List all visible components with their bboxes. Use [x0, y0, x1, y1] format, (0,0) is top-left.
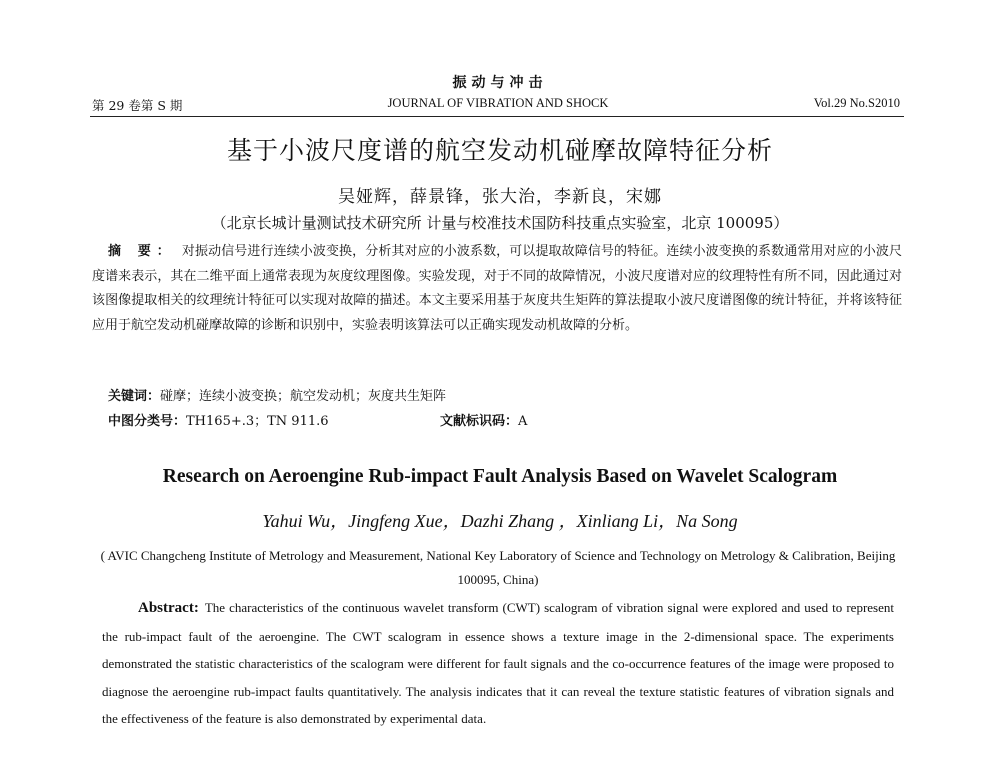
document-code-value: A	[518, 414, 528, 429]
authors-cn: 吴娅辉，薛景锋，张大治，李新良，宋娜	[338, 187, 662, 207]
abstract-en-label: Abstract:	[138, 600, 199, 616]
document-code	[440, 410, 527, 429]
document-code-label: 文献标识码：	[440, 414, 519, 429]
keywords-cn	[108, 385, 446, 404]
volume-en: Vol.29 No.S2010	[813, 96, 900, 110]
keywords-cn-text: 碰摩；连续小波变换；航空发动机；灰度共生矩阵	[160, 389, 447, 404]
authors-en: Yahui Wu，Jingfeng Xue，Dazhi Zhang ，Xinliang Li，Na Song	[262, 511, 738, 531]
journal-name-cn: 振动与冲击	[452, 75, 548, 91]
journal-name-en: JOURNAL OF VIBRATION AND SHOCK	[387, 96, 609, 110]
volume-cn: 第 29 卷第 S 期	[92, 98, 183, 113]
paper-title-en: Research on Aeroengine Rub-impact Fault Analysis Based on Wavelet Scalogram	[162, 466, 838, 487]
keywords-cn-label: 关键词：	[108, 389, 161, 404]
abstract-en	[102, 594, 894, 733]
abstract-cn-text: 对振动信号进行连续小波变换，分析其对应的小波系数，可以提取故障信号的特征。连续小波变换的系数通常用对应的小波尺度谱来表示，其在二维平面上通常表现为灰度纹理图像。实验发现，对于不同的故障情况，小波尺度谱对应的纹理特性有所不同，因此通过对该图像提取相关的纹理统计特征可以实现对故障的描述。本文主要采用基于灰度共生矩阵的算法提取小波尺度谱图像的统计特征，并将该特征应用于航空发动机碰摩故障的诊断和识别中，实验表明该算法可以正确实现发动机故障的分析。	[92, 244, 902, 333]
abstract-cn	[92, 240, 902, 338]
abstract-cn-label: 摘 要：	[108, 244, 176, 259]
running-header	[92, 96, 904, 114]
header-rule	[90, 116, 904, 117]
abstract-en-text: The characteristics of the continuous wavelet transform (CWT) scalogram of vibration signal were explored and used to represent the rub-impact fault of the aeroengine. The CWT scalogram in essence shows a texture image in the 2-dimensional space. The experiments demonstrated the statistic characteristics of the scalogram were different for fault signals and the co-occurrence features of the image were proposed to diagnose the aeroengine rub-impact faults quantitatively. The analysis indicates that it can reveal the texture statistic features of vibration signals and the effectiveness of the feature is also demonstrated by experimental data.	[102, 600, 894, 727]
affiliation-en: ( AVIC Changcheng Institute of Metrology and Measurement, National Key Laboratory of Science and Technology on Metrology & Calibration, Beijing 100095, China)	[100, 548, 896, 587]
classification-cn	[108, 410, 808, 429]
classification-label: 中图分类号：	[108, 414, 187, 429]
affiliation-cn: （北京长城计量测试技术研究所 计量与校准技术国防科技重点实验室，北京 100095）	[211, 214, 789, 232]
paper-title-cn: 基于小波尺度谱的航空发动机碰摩故障特征分析	[226, 136, 773, 165]
classification-value: TH165+.3；TN 911.6	[186, 414, 329, 429]
